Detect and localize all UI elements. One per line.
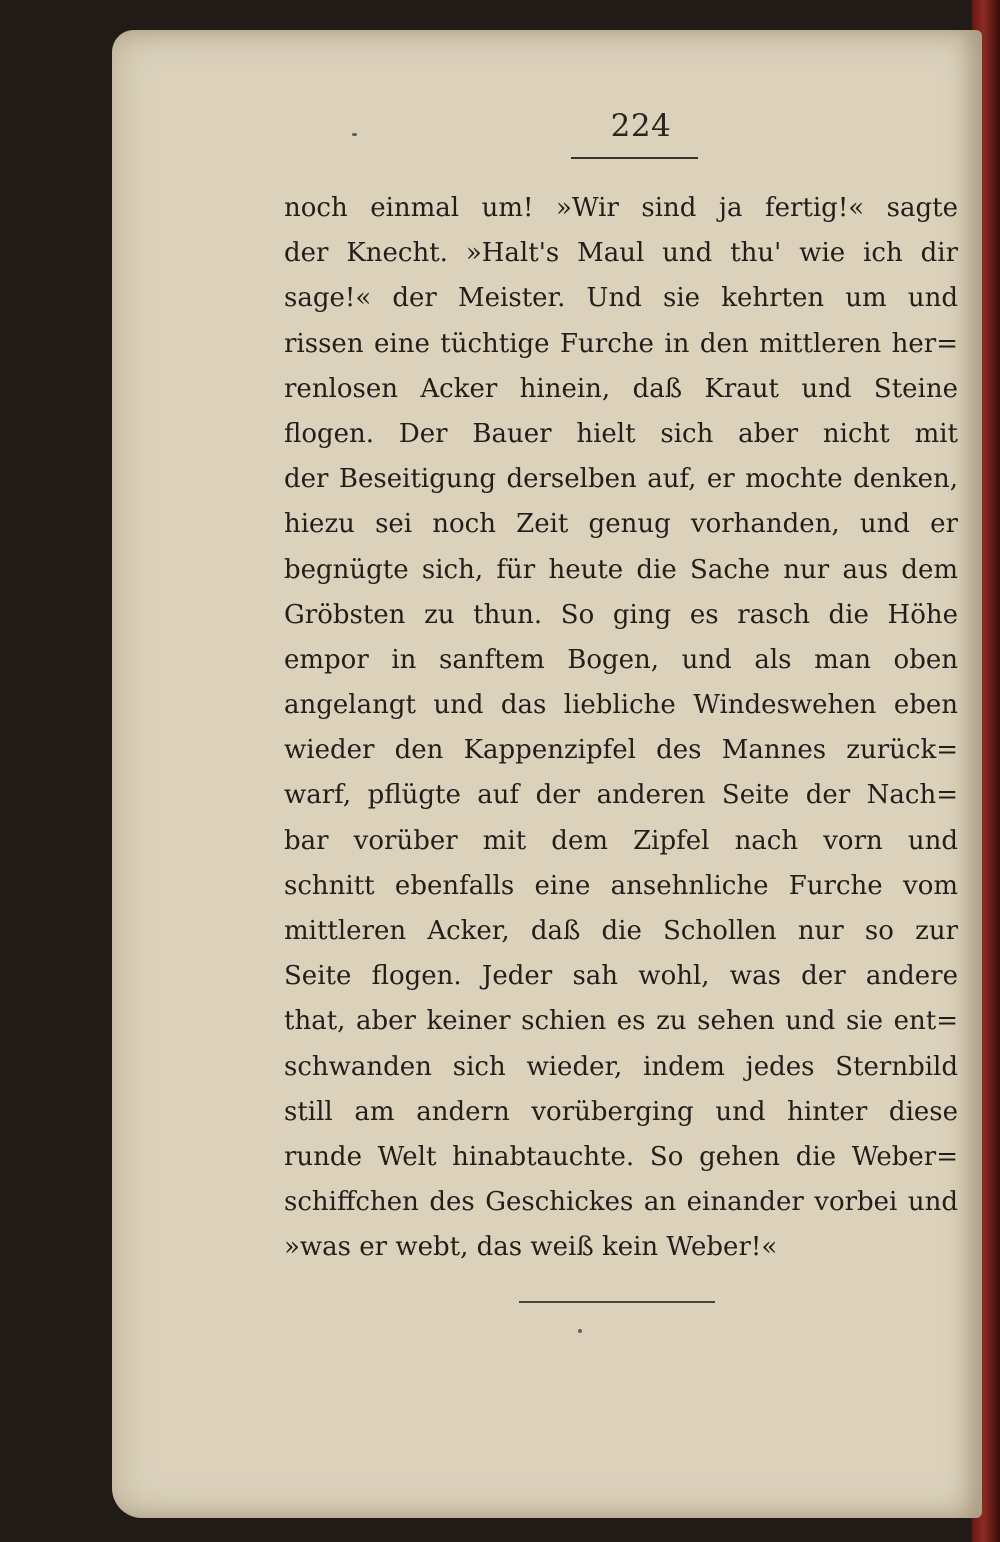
text-line: sage!« der Meister. Und sie kehrten um und bbox=[284, 283, 958, 314]
print-speck bbox=[578, 1329, 582, 1333]
page-number: 224 bbox=[610, 108, 672, 144]
text-line: bar vorüber mit dem Zipfel nach vorn und bbox=[284, 825, 958, 856]
text-line-last: »was er webt, das weiß kein Weber!« bbox=[284, 1232, 778, 1263]
text-line: angelangt und das liebliche Windeswehen eben bbox=[284, 690, 958, 721]
text-line: schnitt ebenfalls eine ansehnliche Furche vom bbox=[284, 870, 958, 901]
text-line: der Knecht. »Halt's Maul und thu' wie ich dir bbox=[284, 238, 958, 269]
text-line: warf, pflügte auf der anderen Seite der Nach= bbox=[284, 780, 958, 811]
text-line: schiffchen des Geschickes an einander vorbei und bbox=[284, 1187, 958, 1218]
text-line: hiezu sei noch Zeit genug vorhanden, und er bbox=[284, 509, 958, 540]
text-line: rissen eine tüchtige Furche in den mittleren her= bbox=[284, 328, 958, 359]
text-line: flogen. Der Bauer hielt sich aber nicht mit bbox=[284, 418, 958, 449]
text-line: Gröbsten zu thun. So ging es rasch die Höhe bbox=[284, 599, 958, 630]
text-line: wieder den Kappenzipfel des Mannes zurück= bbox=[284, 735, 958, 766]
text-line: renlosen Acker hinein, daß Kraut und Steine bbox=[284, 373, 958, 404]
print-speck bbox=[352, 133, 357, 136]
text-line: der Beseitigung derselben auf, er mochte denken, bbox=[284, 464, 958, 495]
text-line: noch einmal um! »Wir sind ja fertig!« sagte bbox=[284, 193, 958, 223]
text-line: begnügte sich, für heute die Sache nur aus dem bbox=[284, 554, 958, 585]
text-line: runde Welt hinabtauchte. So gehen die Weber= bbox=[284, 1141, 958, 1172]
text-line: mittleren Acker, daß die Schollen nur so zur bbox=[284, 916, 958, 946]
body-text bbox=[284, 186, 958, 1271]
header-rule bbox=[571, 157, 698, 159]
text-line: empor in sanftem Bogen, und als man oben bbox=[284, 644, 958, 675]
closing-rule bbox=[519, 1301, 715, 1303]
text-line: that, aber keiner schien es zu sehen und sie ent= bbox=[284, 1006, 958, 1037]
text-line: Seite flogen. Jeder sah wohl, was der andere bbox=[284, 961, 958, 992]
text-line: still am andern vorüberging und hinter diese bbox=[284, 1096, 958, 1127]
text-line: schwanden sich wieder, indem jedes Sternbild bbox=[284, 1051, 958, 1082]
